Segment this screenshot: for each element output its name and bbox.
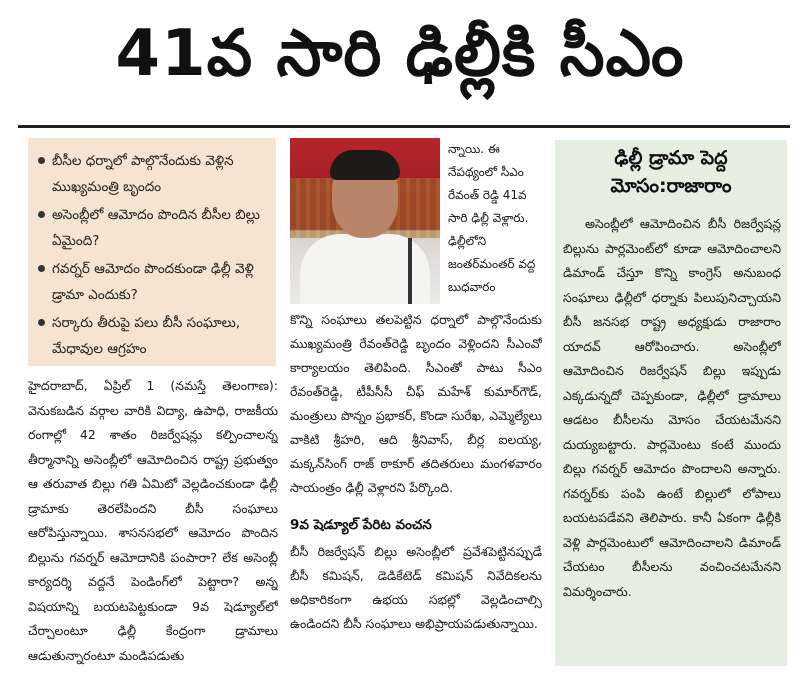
bullet-text: అసెంబ్లీలో ఆమోదం పొందిన బీసీల బిల్లు ఏమైంది? — [52, 207, 260, 249]
photo-hair — [330, 150, 400, 180]
bullet-dot-icon — [38, 211, 45, 218]
bullet-text: బీసీల ధర్నాలో పాల్గొనేందుకు వెళ్లిన ముఖ్యమంత్రి బృందం — [52, 153, 234, 195]
headline: 41వ సారి ఢిల్లీకి సీఎం — [115, 16, 685, 91]
sidebar-paragraph: అసెంబ్లీలో ఆమోదించిన బీసీ రిజర్వేషన్ల బిల్లును పార్లమెంట్‌లో కూడా ఆమోదించాలని డిమాండ్ చేస్తూ కొన్ని కాంగ్రెస్ అనుబంధ సంఘాలు ఢిల్లీలో ధర్నాకు పిలుపునిచ్చాయని బీసీ జనసభ రాష్ట్ర అధ్యక్షుడు రాజారాం యాదవ్ ఆరోపించారు. అసెంబ్లీలో ఆమోదించిన రిజర్వేషన్ బిల్లు ఇప్పుడు ఎక్కడున్నదో చెప్పకుండా, ఢిల్లీలో డ్రామాలు ఆడటం బీసీలను మోసం చేయటమేనని దుయ్యబట్టారు. పార్లమెంటు కంటే ముందు బిల్లు గవర్నర్ ఆమోదం పొందాలని అన్నారు. గవర్నర్‌కు పంపి ఉంటే బిల్లులో లోపాలు బయటపడేవని తెలిపారు. కానీ ఏకంగా ఢిల్లీకి వెళ్లి పార్లమెంటులో ఆమోదించాలని డిమాండ్ చేయటం బీసీలను వంచించటమేనని విమర్శించారు. — [563, 216, 781, 599]
article-subhead: 9వ షెడ్యూల్ పేరిట వంచన — [290, 517, 432, 533]
summary-bullet — [36, 256, 268, 308]
sidebar-title: ఢిల్లీ డ్రామా పెద్ద మోసం:రాజారాం — [610, 147, 732, 197]
article-body-beside-photo: న్నాయి. ఈ నేపథ్యంలో సీఎం రేవంత్ రెడ్డి 41వ సారి ఢిల్లీ వెళ్లారు. ఢిల్లీలోని జంతర్‌మంతర్ వద్ద బుధవారం — [448, 142, 536, 294]
bullet-dot-icon — [38, 265, 45, 272]
bullet-text: సర్కారు తీరుపై పలు బీసీ సంఘాలు, మేధావుల ఆగ్రహం — [52, 315, 241, 357]
summary-bullets-box — [28, 138, 276, 366]
bullet-dot-icon — [38, 157, 45, 164]
sidebar-body — [563, 212, 781, 662]
cm-photo — [290, 138, 440, 304]
bullet-dot-icon — [38, 319, 45, 326]
summary-bullet — [36, 148, 268, 200]
summary-bullet — [36, 202, 268, 254]
photo-mic — [408, 238, 412, 304]
headline-rule — [18, 125, 790, 128]
summary-bullet — [36, 310, 268, 362]
article-body-left: హైదరాబాద్, ఏప్రిల్ 1 (నమస్తే తెలంగాణ): వెనుకబడిన వర్గాల వారికి విద్యా, ఉపాధి, రాజకీయ రంగాల్లో 42 శాతం రిజర్వేషన్లు కల్పించాలన్న తీర్మానాన్ని అసెంబ్లీలో ఆమోదించిన రాష్ట్ర ప్రభుత్వం ఆ తరువాత బిల్లు గతి ఏమిటో వెల్లడించకుండా ఢిల్లీ డ్రామాకు తెరలేపిందని బీసీ సంఘాలు ఆరోపిస్తున్నాయి. శాసనసభలో ఆమోదం పొందిన బిల్లును గవర్నర్ ఆమోదానికి పంపారా? లేక అసెంబ్లీ కార్యదర్శి వద్దనే పెండింగ్‌లో పెట్టారా? అన్న విషయాన్ని బయటపెట్టకుండా 9వ షెడ్యూల్‌లో చేర్చాలంటూ ఢిల్లీ కేంద్రంగా డ్రామాలు ఆడుతున్నారంటూ మండిపడుతు — [28, 378, 278, 663]
bullet-text: గవర్నర్ ఆమోదం పొందకుండా ఢిల్లీ వెళ్లి డ్రామా ఎందుకు? — [52, 261, 254, 303]
article-body-middle: కొన్ని సంఘాలు తలపెట్టిన ధర్నాలో పాల్గొనేందుకు ముఖ్యమంత్రి రేవంత్‌రెడ్డి బృందం వెళ్లిందని సీఎంవో కార్యాలయం తెలిపింది. సీఎంతో పాటు సీఎం రేవంత్‌రెడ్డి, టీపీసీసీ చీఫ్ మహేశ్ కుమార్‌గౌడ్, మంత్రులు పొన్నం ప్రభాకర్, కొండా సురేఖ, ఎమ్మెల్యేలు వాకిటి శ్రీహరి, ఆది శ్రీనివాస్, బీర్ల ఐలయ్య, మక్కన్‌సింగ్ రాజ్ ఠాకూర్ తదితరులు మంగళవారం సాయంత్రం ఢిల్లీ వెళ్లారని పేర్కొంది. — [290, 312, 542, 495]
article-body-middle-lower: బీసీ రిజర్వేషన్ బిల్లు అసెంబ్లీలో ప్రవేశపెట్టినప్పుడే బీసీ కమిషన్, డెడికేటెడ్ కమిషన్ నివేదికలను అధికారికంగా ఉభయ సభల్లో వెల్లడించాల్సి ఉండిందని బీసీ సంఘాలు అభిప్రాయపడుతున్నాయి. — [290, 544, 542, 631]
